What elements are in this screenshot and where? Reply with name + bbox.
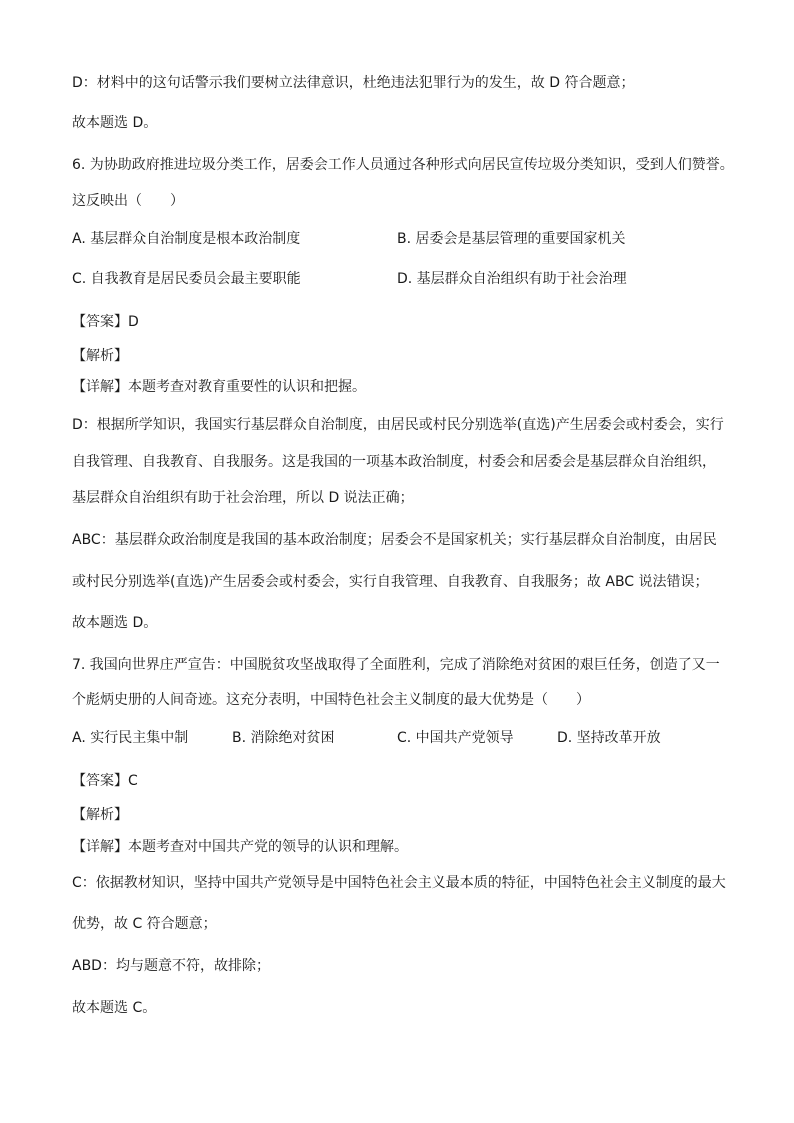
q7-detail: 【详解】本题考查对中国共产党的领导的认识和理解。 (72, 839, 408, 855)
q7-conclusion: 故本题选 C。 (72, 1000, 157, 1016)
q5-explanation-d: D：材料中的这句话警示我们要树立法律意识，杜绝违法犯罪行为的发生，故 D 符合题意； (72, 75, 635, 91)
q6-conclusion: 故本题选 D。 (72, 615, 158, 631)
q6-stem-line-1: 6. 为协助政府推进垃圾分类工作，居委会工作人员通过各种形式向居民宣传垃圾分类知识，受到人们赞誉。 (72, 157, 734, 173)
q6-explanation-d-line-3: 基层群众自治组织有助于社会治理，所以 D 说法正确； (72, 490, 414, 506)
q6-answer-label: 【答案】 (72, 314, 128, 330)
q7-explanation-c-line-2: 优势，故 C 符合题意； (72, 916, 217, 932)
q7-stem-line-2: 个彪炳史册的人间奇迹。这充分表明，中国特色社会主义制度的最大优势是（ ） (72, 692, 590, 708)
q7-stem-line-1: 7. 我国向世界庄严宣告：中国脱贫攻坚战取得了全面胜利，完成了消除绝对贫困的艰巨任务，创造了又一 (72, 657, 720, 673)
q7-explanation-c-line-1: C：依据教材知识，坚持中国共产党领导是中国特色社会主义最本质的特征，中国特色社会主义制度的最大 (72, 875, 726, 891)
q6-stem-line-2: 这反映出（ ） (72, 193, 184, 209)
q7-option-a: A. 实行民主集中制 (72, 730, 189, 746)
q7-explanation-abd: ABD：均与题意不符，故排除； (72, 958, 270, 974)
q6-analysis-label: 【解析】 (72, 348, 128, 364)
q6-explanation-d-line-1: D：根据所学知识，我国实行基层群众自治制度，由居民或村民分别选举(直选)产生居委会或村委会，实行 (72, 417, 724, 433)
q5-conclusion: 故本题选 D。 (72, 115, 158, 131)
q6-detail: 【详解】本题考查对教育重要性的认识和把握。 (72, 379, 366, 395)
q7-option-b: B. 消除绝对贫困 (232, 730, 335, 746)
q6-option-b: B. 居委会是基层管理的重要国家机关 (397, 231, 626, 247)
q6-explanation-abc-line-2: 或村民分别选举(直选)产生居委会或村委会，实行自我管理、自我教育、自我服务；故 ABC 说法错误； (72, 574, 709, 590)
q7-answer (72, 771, 138, 791)
q7-option-c: C. 中国共产党领导 (397, 730, 514, 746)
q6-option-d: D. 基层群众自治组织有助于社会治理 (397, 271, 627, 287)
q6-answer-value: D (128, 314, 139, 330)
q6-option-a: A. 基层群众自治制度是根本政治制度 (72, 231, 301, 247)
q7-answer-value: C (128, 773, 138, 789)
q6-explanation-d-line-2: 自我管理、自我教育、自我服务。这是我国的一项基本政治制度，村委会和居委会是基层群众自治组织， (72, 454, 716, 470)
q7-answer-label: 【答案】 (72, 773, 128, 789)
q7-option-d: D. 坚持改革开放 (557, 730, 661, 746)
q6-option-c: C. 自我教育是居民委员会最主要职能 (72, 271, 301, 287)
q7-analysis-label: 【解析】 (72, 807, 128, 823)
q6-explanation-abc-line-1: ABC：基层群众政治制度是我国的基本政治制度；居委会不是国家机关；实行基层群众自治制度，由居民 (72, 532, 717, 548)
q6-answer (72, 312, 139, 332)
